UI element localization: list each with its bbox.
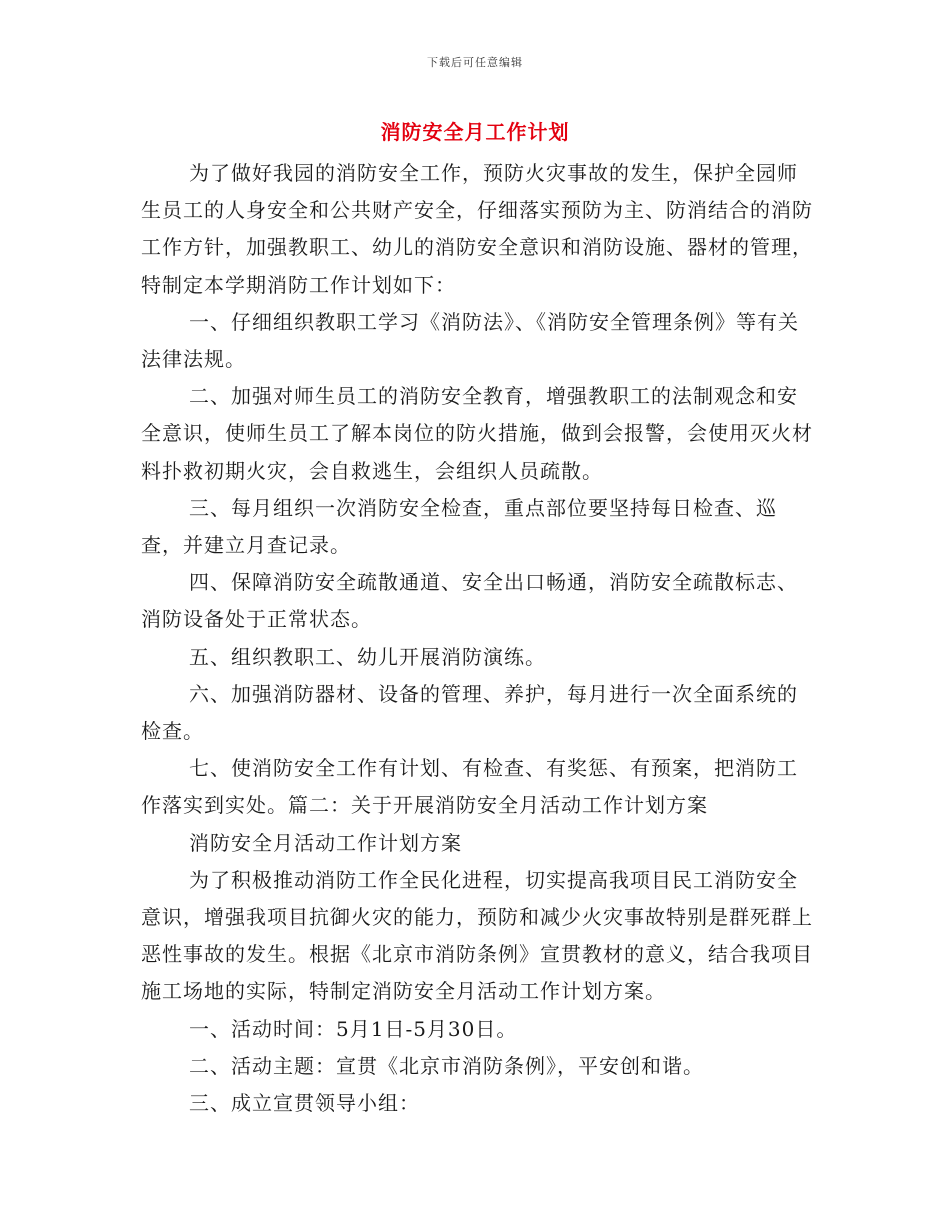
paragraph-item-4: 四、保障消防安全疏散通道、安全出口畅通，消防安全疏散标志、消防设备处于正常状态。 xyxy=(141,570,798,632)
document-title: 消防安全月工作计划 xyxy=(380,120,570,144)
paragraph-item-7: 七、使消防安全工作有计划、有检查、有奖惩、有预案，把消防工作落实到实处。篇二：关于开展消防安全月活动工作计划方案 xyxy=(141,756,798,818)
document-body xyxy=(141,155,813,1122)
paragraph-intro: 为了做好我园的消防安全工作，预防火灾事故的发生，保护全园师生员工的人身安全和公共财产安全，仔细落实预防为主、防消结合的消防工作方针，加强教职工、幼儿的消防安全意识和消防设施、器材的管理，特制定本学期消防工作计划如下： xyxy=(141,161,813,297)
paragraph-leadership-group: 三、成立宣贯领导小组： xyxy=(189,1091,420,1116)
page-header-note: 下载后可任意编辑 xyxy=(427,56,523,69)
paragraph-item-5: 五、组织教职工、幼儿开展消防演练。 xyxy=(189,644,546,669)
paragraph-activity-time: 一、活动时间：5月1日-5月30日。 xyxy=(189,1016,518,1041)
paragraph-item-6: 六、加强消防器材、设备的管理、养护，每月进行一次全面系统的检查。 xyxy=(141,681,798,744)
paragraph-item-2: 二、加强对师生员工的消防安全教育，增强教职工的法制观念和安全意识，使师生员工了解本岗位的防火措施，做到会报警，会使用灭火材料扑救初期火灾，会自救逃生，会组织人员疏散。 xyxy=(141,384,813,483)
paragraph-activity-theme: 二、活动主题：宣贯《北京市消防条例》，平安创和谐。 xyxy=(189,1053,704,1078)
section-heading-plan: 消防安全月活动工作计划方案 xyxy=(189,830,462,855)
paragraph-plan-intro: 为了积极推动消防工作全民化进程，切实提高我项目民工消防安全意识，增强我项目抗御火灾的能力，预防和减少火灾事故特别是群死群上恶性事故的发生。根据《北京市消防条例》宣贯教材的意义，结合我项目施工场地的实际，特制定消防安全月活动工作计划方案。 xyxy=(141,867,813,1004)
paragraph-item-1: 一、仔细组织教职工学习《消防法》、《消防安全管理条例》等有关法律法规。 xyxy=(141,309,799,372)
paragraph-item-3: 三、每月组织一次消防安全检查，重点部位要坚持每日检查、巡查，并建立月查记录。 xyxy=(141,495,777,558)
